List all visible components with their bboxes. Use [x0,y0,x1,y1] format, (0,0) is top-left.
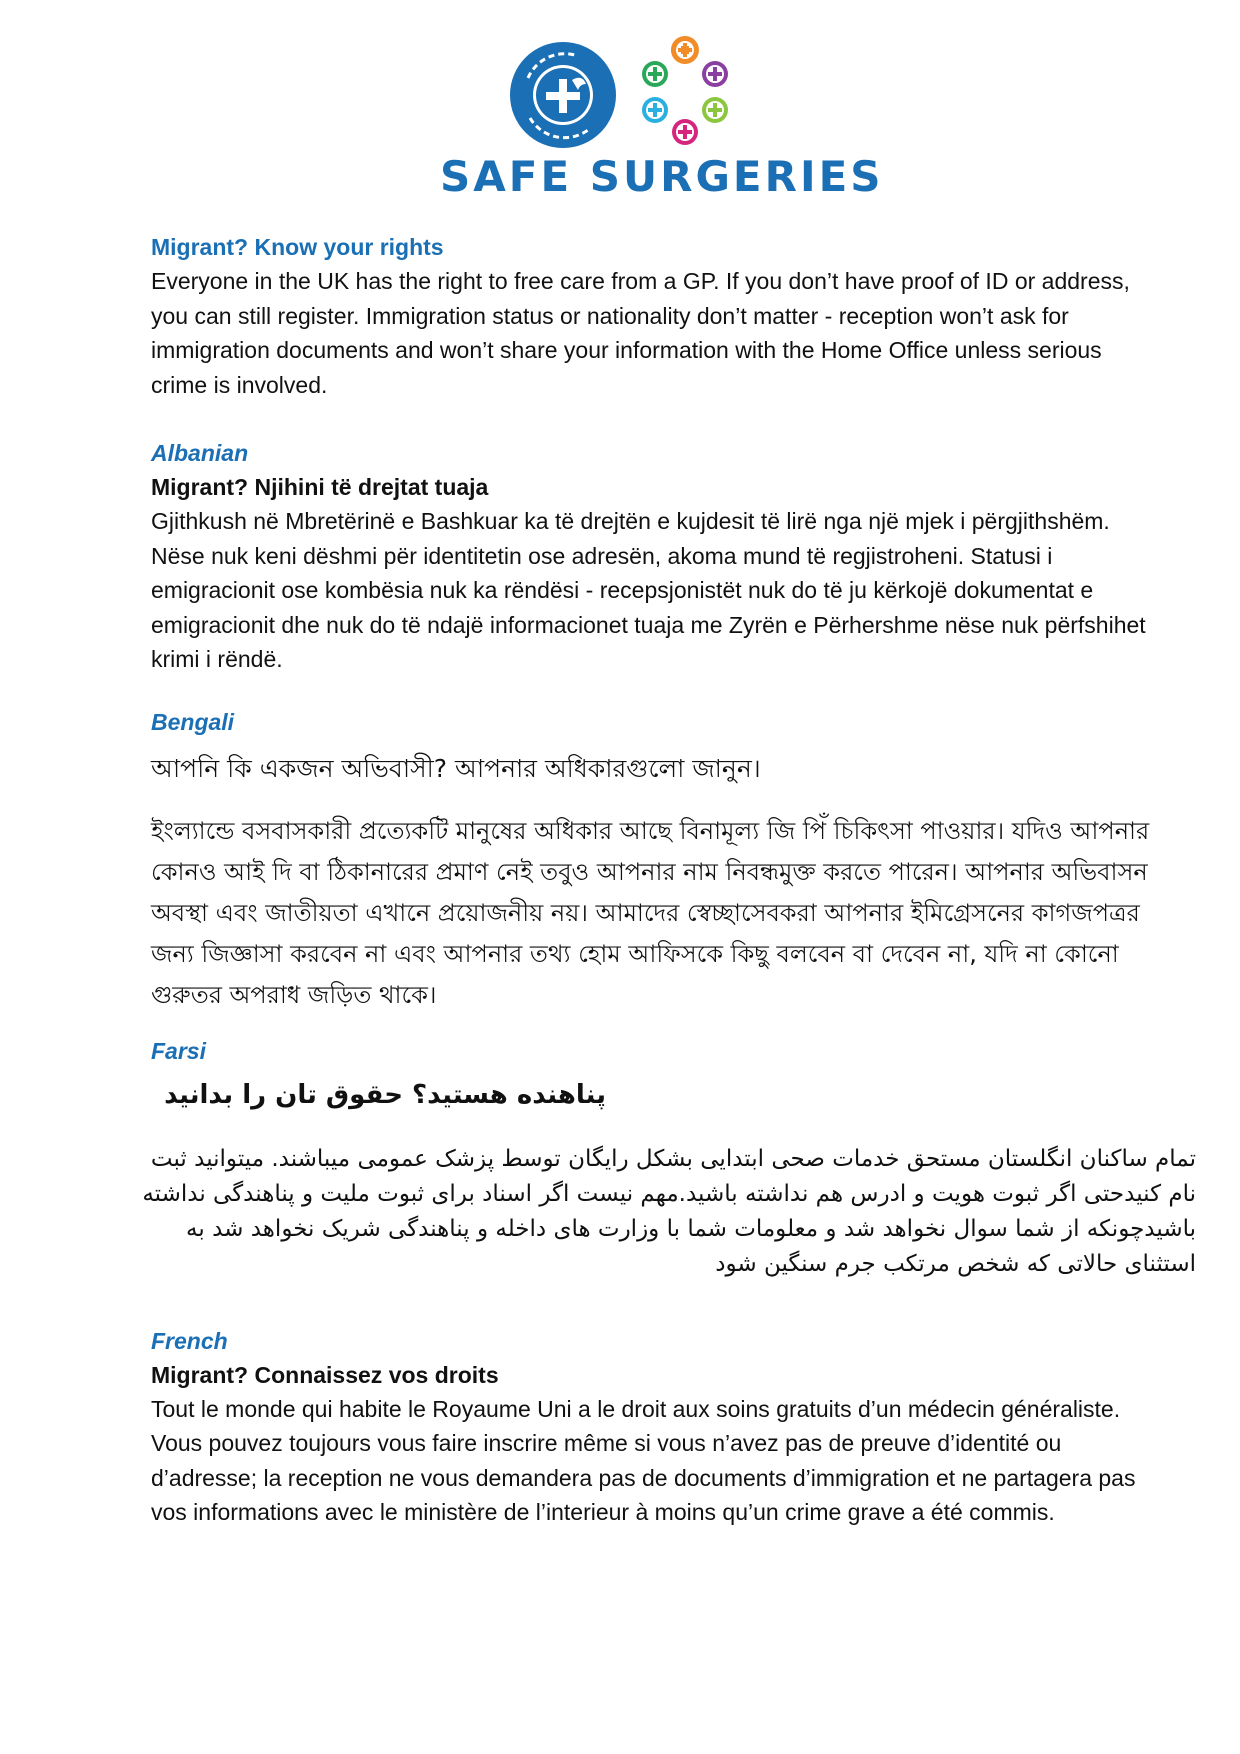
farsi-title: پناهنده هستید؟ حقوق تان را بدانید [164,1079,606,1110]
document-content [142,230,1196,1530]
french-language-label: French [151,1327,228,1354]
doctors-of-the-world-badge [508,40,618,150]
bengali-language-label: Bengali [151,708,235,735]
bengali-section [151,705,1151,1016]
french-title: Migrant? Connaissez vos droits [151,1361,499,1388]
safe-surgeries-logo [440,28,884,201]
bengali-body: ইংল্যান্ডে বসবাসকারী প্রত্যেকটি মানুষের অধিকার আছে বিনামূল্য জি পিঁ চিকিৎসা পাওয়ার। যদিও আপনার কোনও আই দি বা ঠিকানারের প্রমাণ নেই তবুও আপনার নাম নিবন্ধমুক্ত করতে পারেন। আপনার অভিবাসন অবস্থা এবং জাতীয়তা এখানে প্রয়োজনীয় নয়। আমাদের স্বেচ্ছাসেবকরা আপনার ইমিগ্রেসনের কাগজপত্রর জন্য জিজ্ঞাসা করবেন না এবং আপনার তথ্য হোম আফিসকে কিছু বলবেন বা দেবেন না, যদি না কোনো গুরুতর অপরাধ জড়িত থাকে। [151,816,1150,1009]
albanian-body: Gjithkush në Mbretërinë e Bashkuar ka të drejtën e kujdesit të lirë nga një mjek i përgjithshëm. Nëse nuk keni dëshmi për identitetin ose adresën, akoma mund të regjistroheni. Statusi i emigracionit ose kombësia nuk ka rëndësi - recepsjonistët nuk do të ju kërkojë dokumentat e emigracionit dhe nuk do të ndajë informacionet tuaja me Zyrën e Përhershme nëse nuk përfshihet krimi i rëndë. [151,508,1146,672]
brand-name: SAFE SURGERIES [440,152,884,201]
bengali-title: আপনি কি একজন অভিবাসী? আপনার অধিকারগুলো জানুন। [151,753,761,783]
albanian-section [151,436,1151,677]
french-section [151,1324,1151,1530]
plus-cluster-icon [625,32,745,152]
farsi-section [142,1034,1196,1282]
intro-title: Migrant? Know your rights [151,234,444,260]
french-body: Tout le monde qui habite le Royaume Uni a le droit aux soins gratuits d’un médecin généraliste. Vous pouvez toujours vous faire inscrire même si vous n’avez pas de preuve d’identité ou d’adresse; la reception ne vous demandera pas de documents d’immigration et ne partagera pas vos informations avec le ministère de l’interieur à moins qu’un crime grave a été commis. [151,1395,1136,1525]
intro-body: Everyone in the UK has the right to free care from a GP. If you don’t have proof of ID or address, you can still register. Immigration status or nationality don’t matter - reception won’t ask for immigration documents and won’t share your information with the Home Office unless serious crime is involved. [151,268,1130,398]
intro-section [151,230,1151,402]
farsi-language-label: Farsi [151,1037,206,1064]
farsi-body: تمام ساکنان انگلستان مستحق خدمات صحی ابتدایی بشکل رایگان توسط پزشک عمومی میباشند. میتوانید ثبت نام کنیدحتی اگر ثبوت هویت و ادرس هم نداشته باشید.مهم نیست اگر اسناد برای ثبوت ملیت و پناهندگی نداشته باشیدچونکه از شما سوال نخواهد شد و معلومات شما با وزارت های داخله و پناهندگی شریک نخواهد شد به استثنای حالاتی که شخص مرتکب جرم سنگین شود [142,1145,1196,1277]
albanian-language-label: Albanian [151,440,249,466]
albanian-title: Migrant? Njihini të drejtat tuaja [151,474,489,500]
